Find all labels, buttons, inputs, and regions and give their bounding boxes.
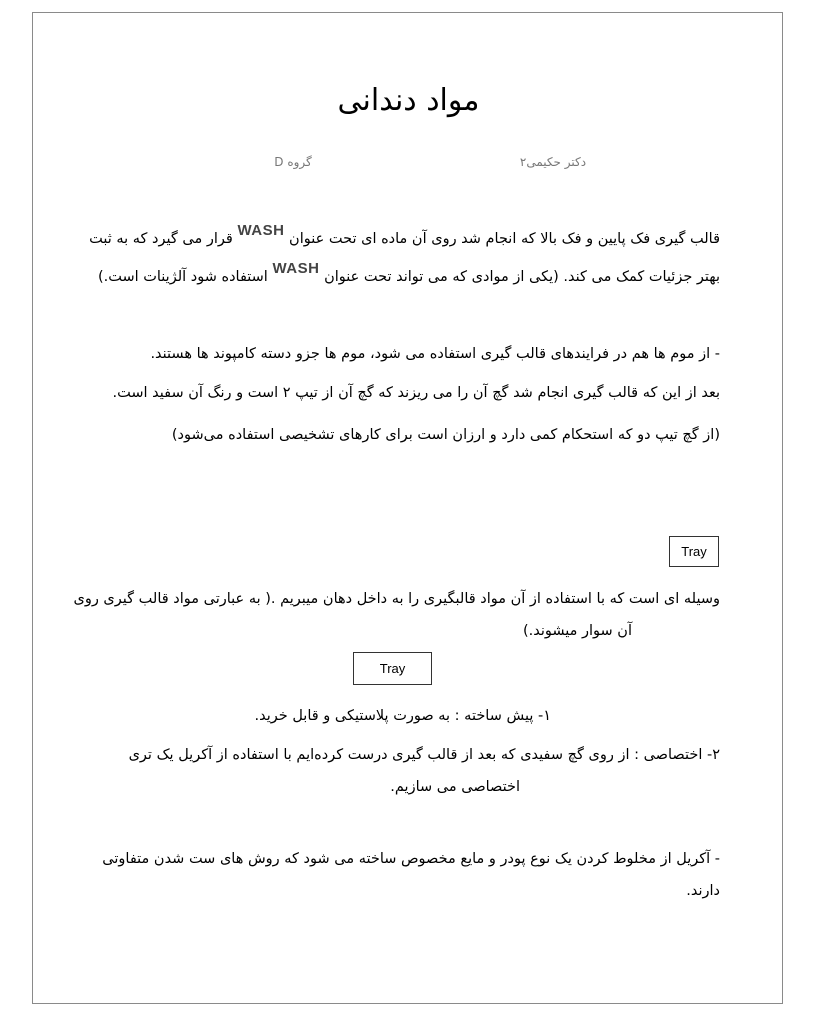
intro-line-1-part-1: قالب گیری فک پایین و فک بالا که انجام شد روی آن ماده ای تحت عنوان [289, 231, 720, 247]
wash-label: WASH [237, 222, 285, 239]
acrylic-paragraph-line-1: - آکریل از مخلوط کردن یک نوع پودر و مایع مخصوص ساخته می شود که روش های ست شدن متفاوتی [102, 851, 720, 867]
author-name: دکتر حکیمی۲ [519, 155, 587, 169]
intro-line-1 [89, 222, 720, 249]
tray-types-box: Tray [353, 652, 432, 685]
tray-heading-box: Tray [669, 536, 719, 567]
document-page [32, 12, 783, 1004]
plaster-paragraph-line-2: (از گچ تیپ دو که استحکام کمی دارد و ارزان است برای کارهای تشخیصی استفاده می‌شود) [171, 427, 720, 443]
wash-label: WASH [272, 260, 320, 277]
intro-line-2 [97, 260, 720, 287]
wax-paragraph: - از موم ها هم در فرایندهای قالب گیری استفاده می شود، موم ها جزو دسته کامپوند ها هستند. [150, 346, 720, 362]
tray-type-custom-line-2: اختصاصی می سازیم. [390, 779, 520, 795]
acrylic-paragraph-line-2: دارند. [686, 883, 720, 899]
plaster-paragraph-line-1: بعد از این که قالب گیری انجام شد گچ آن را می ریزند که گچ آن از تیپ ۲ است و رنگ آن سفید است. [112, 385, 720, 401]
tray-type-prefabricated: ۱- پیش ساخته : به صورت پلاستیکی و قابل خرید. [254, 708, 551, 724]
tray-definition-line-1: وسیله ای است که با استفاده از آن مواد قالبگیری را به داخل دهان میبریم .( به عبارتی مواد قالب گیری روی [73, 591, 720, 607]
document-title: مواد دندانی [337, 83, 480, 118]
tray-definition-line-2: آن سوار میشوند.) [522, 623, 632, 639]
intro-line-2-part-1: بهتر جزئیات کمک می کند. (یکی از موادی که می تواند تحت عنوان [324, 269, 720, 285]
intro-line-2-part-2: استفاده شود آلژینات است.) [97, 269, 268, 285]
tray-type-custom-line-1: ۲- اختصاصی : از روی گچ سفیدی که بعد از قالب گیری درست کرده‌ایم با استفاده از آکریل یک تری [128, 747, 720, 763]
group-label: گروه D [274, 155, 312, 169]
intro-line-1-part-2: قرار می گیرد که به ثبت [89, 231, 233, 247]
